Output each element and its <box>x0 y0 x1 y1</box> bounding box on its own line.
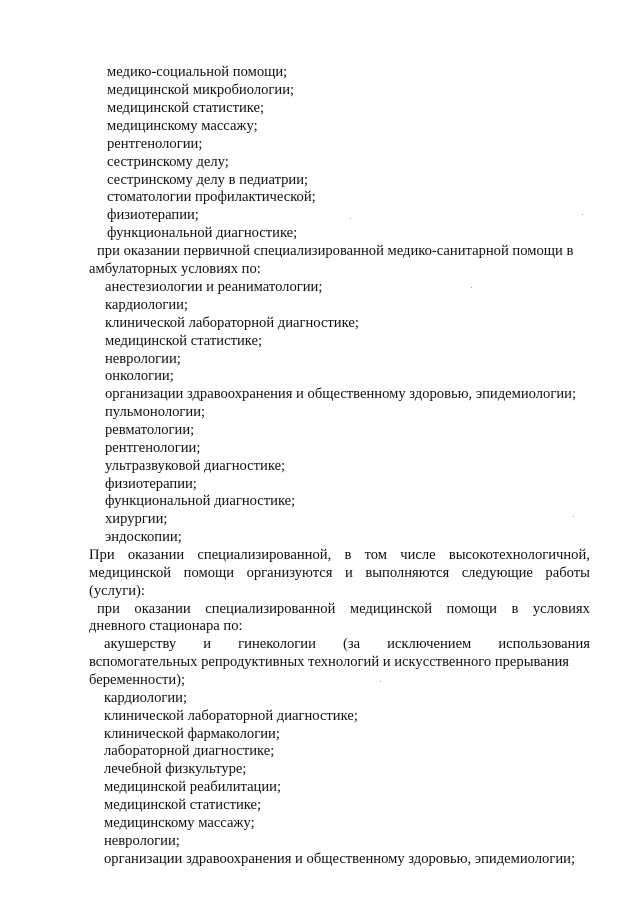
list-item: лечебной физкультуре; <box>104 761 247 777</box>
list-item: физиотерапии; <box>105 476 197 492</box>
word: специализированной, <box>197 547 332 563</box>
list-item: организации здравоохранения и общественному здоровью, эпидемиологии; <box>104 851 576 867</box>
list-item: неврологии; <box>104 833 180 849</box>
list-item: лабораторной диагностике; <box>104 743 275 759</box>
paragraph-line: беременности); <box>89 672 186 688</box>
list-item: стоматологии профилактической; <box>107 189 316 205</box>
word: При <box>89 547 115 563</box>
word: при <box>97 601 120 617</box>
list-item: медицинскому массажу; <box>104 815 255 831</box>
word: исключением <box>387 636 472 652</box>
word: (за <box>342 636 361 652</box>
word: и <box>203 636 212 652</box>
paragraph-line: дневного стационара по: <box>89 618 243 634</box>
list-item: медицинскому массажу; <box>107 118 258 134</box>
list-item: анестезиологии и реаниматологии; <box>105 279 323 295</box>
list-item: рентгенологии; <box>107 136 203 152</box>
paragraph-line <box>89 546 590 564</box>
word: специализированной <box>205 601 336 617</box>
paragraph-line <box>89 564 590 582</box>
list-item: клинической лабораторной диагностике; <box>104 708 358 724</box>
list-item: эндоскопии; <box>105 529 182 545</box>
scan-speck <box>471 287 472 288</box>
list-item: медико-социальной помощи; <box>107 64 288 80</box>
scan-speck <box>350 218 351 219</box>
word: акушерству <box>104 636 177 652</box>
word: организуются <box>246 565 333 581</box>
word: в <box>344 547 352 563</box>
paragraph-line <box>97 600 590 618</box>
paragraph-line: вспомогательных репродуктивных технологий и искусственного прерывания <box>89 654 570 670</box>
word: помощи <box>183 565 235 581</box>
paragraph-line <box>104 635 590 653</box>
list-item: неврологии; <box>105 351 181 367</box>
paragraph-line: (услуги): <box>89 583 145 599</box>
list-item: медицинской микробиологии; <box>107 82 295 98</box>
scan-speck <box>582 214 583 215</box>
list-item: медицинской статистике; <box>104 797 262 813</box>
word: числе <box>400 547 436 563</box>
list-item: сестринскому делу; <box>107 154 229 170</box>
word: помощи <box>446 601 497 617</box>
scan-speck <box>573 516 574 517</box>
list-item: организации здравоохранения и общественному здоровью, эпидемиологии; <box>105 386 577 402</box>
word: и <box>344 565 353 581</box>
word: том <box>364 547 388 563</box>
list-item: клинической лабораторной диагностике; <box>105 315 359 331</box>
list-item: кардиологии; <box>104 690 188 706</box>
list-item: сестринскому делу в педиатрии; <box>107 172 309 188</box>
word: следующие <box>461 565 533 581</box>
list-item: физиотерапии; <box>107 207 199 223</box>
list-item: медицинской реабилитации; <box>104 779 282 795</box>
word: работы <box>545 565 590 581</box>
list-item: рентгенологии; <box>105 440 201 456</box>
list-item: ультразвуковой диагностике; <box>105 458 286 474</box>
list-item: пульмонологии; <box>105 404 206 420</box>
word: в <box>511 601 519 617</box>
list-item: медицинской статистике; <box>105 333 263 349</box>
word: медицинской <box>89 565 172 581</box>
word: использования <box>498 636 590 652</box>
word: гинекологии <box>238 636 316 652</box>
list-item: хирургии; <box>105 511 168 527</box>
paragraph-line: амбулаторных условиях по: <box>89 261 261 277</box>
word: условиях <box>532 601 590 617</box>
word: выполняются <box>365 565 450 581</box>
word: высокотехнологичной, <box>448 547 590 563</box>
list-item: ревматологии; <box>105 422 195 438</box>
scan-speck <box>380 681 381 682</box>
list-item: клинической фармакологии; <box>104 726 280 742</box>
list-item: кардиологии; <box>105 297 189 313</box>
list-item: медицинской статистике; <box>107 100 265 116</box>
word: медицинской <box>349 601 433 617</box>
list-item: функциональной диагностике; <box>107 225 298 241</box>
list-item: функциональной диагностике; <box>105 493 296 509</box>
list-item: онкологии; <box>105 368 174 384</box>
word: оказании <box>134 601 191 617</box>
paragraph-line: при оказании первичной специализированной медико-санитарной помощи в <box>97 243 574 259</box>
word: оказании <box>127 547 185 563</box>
